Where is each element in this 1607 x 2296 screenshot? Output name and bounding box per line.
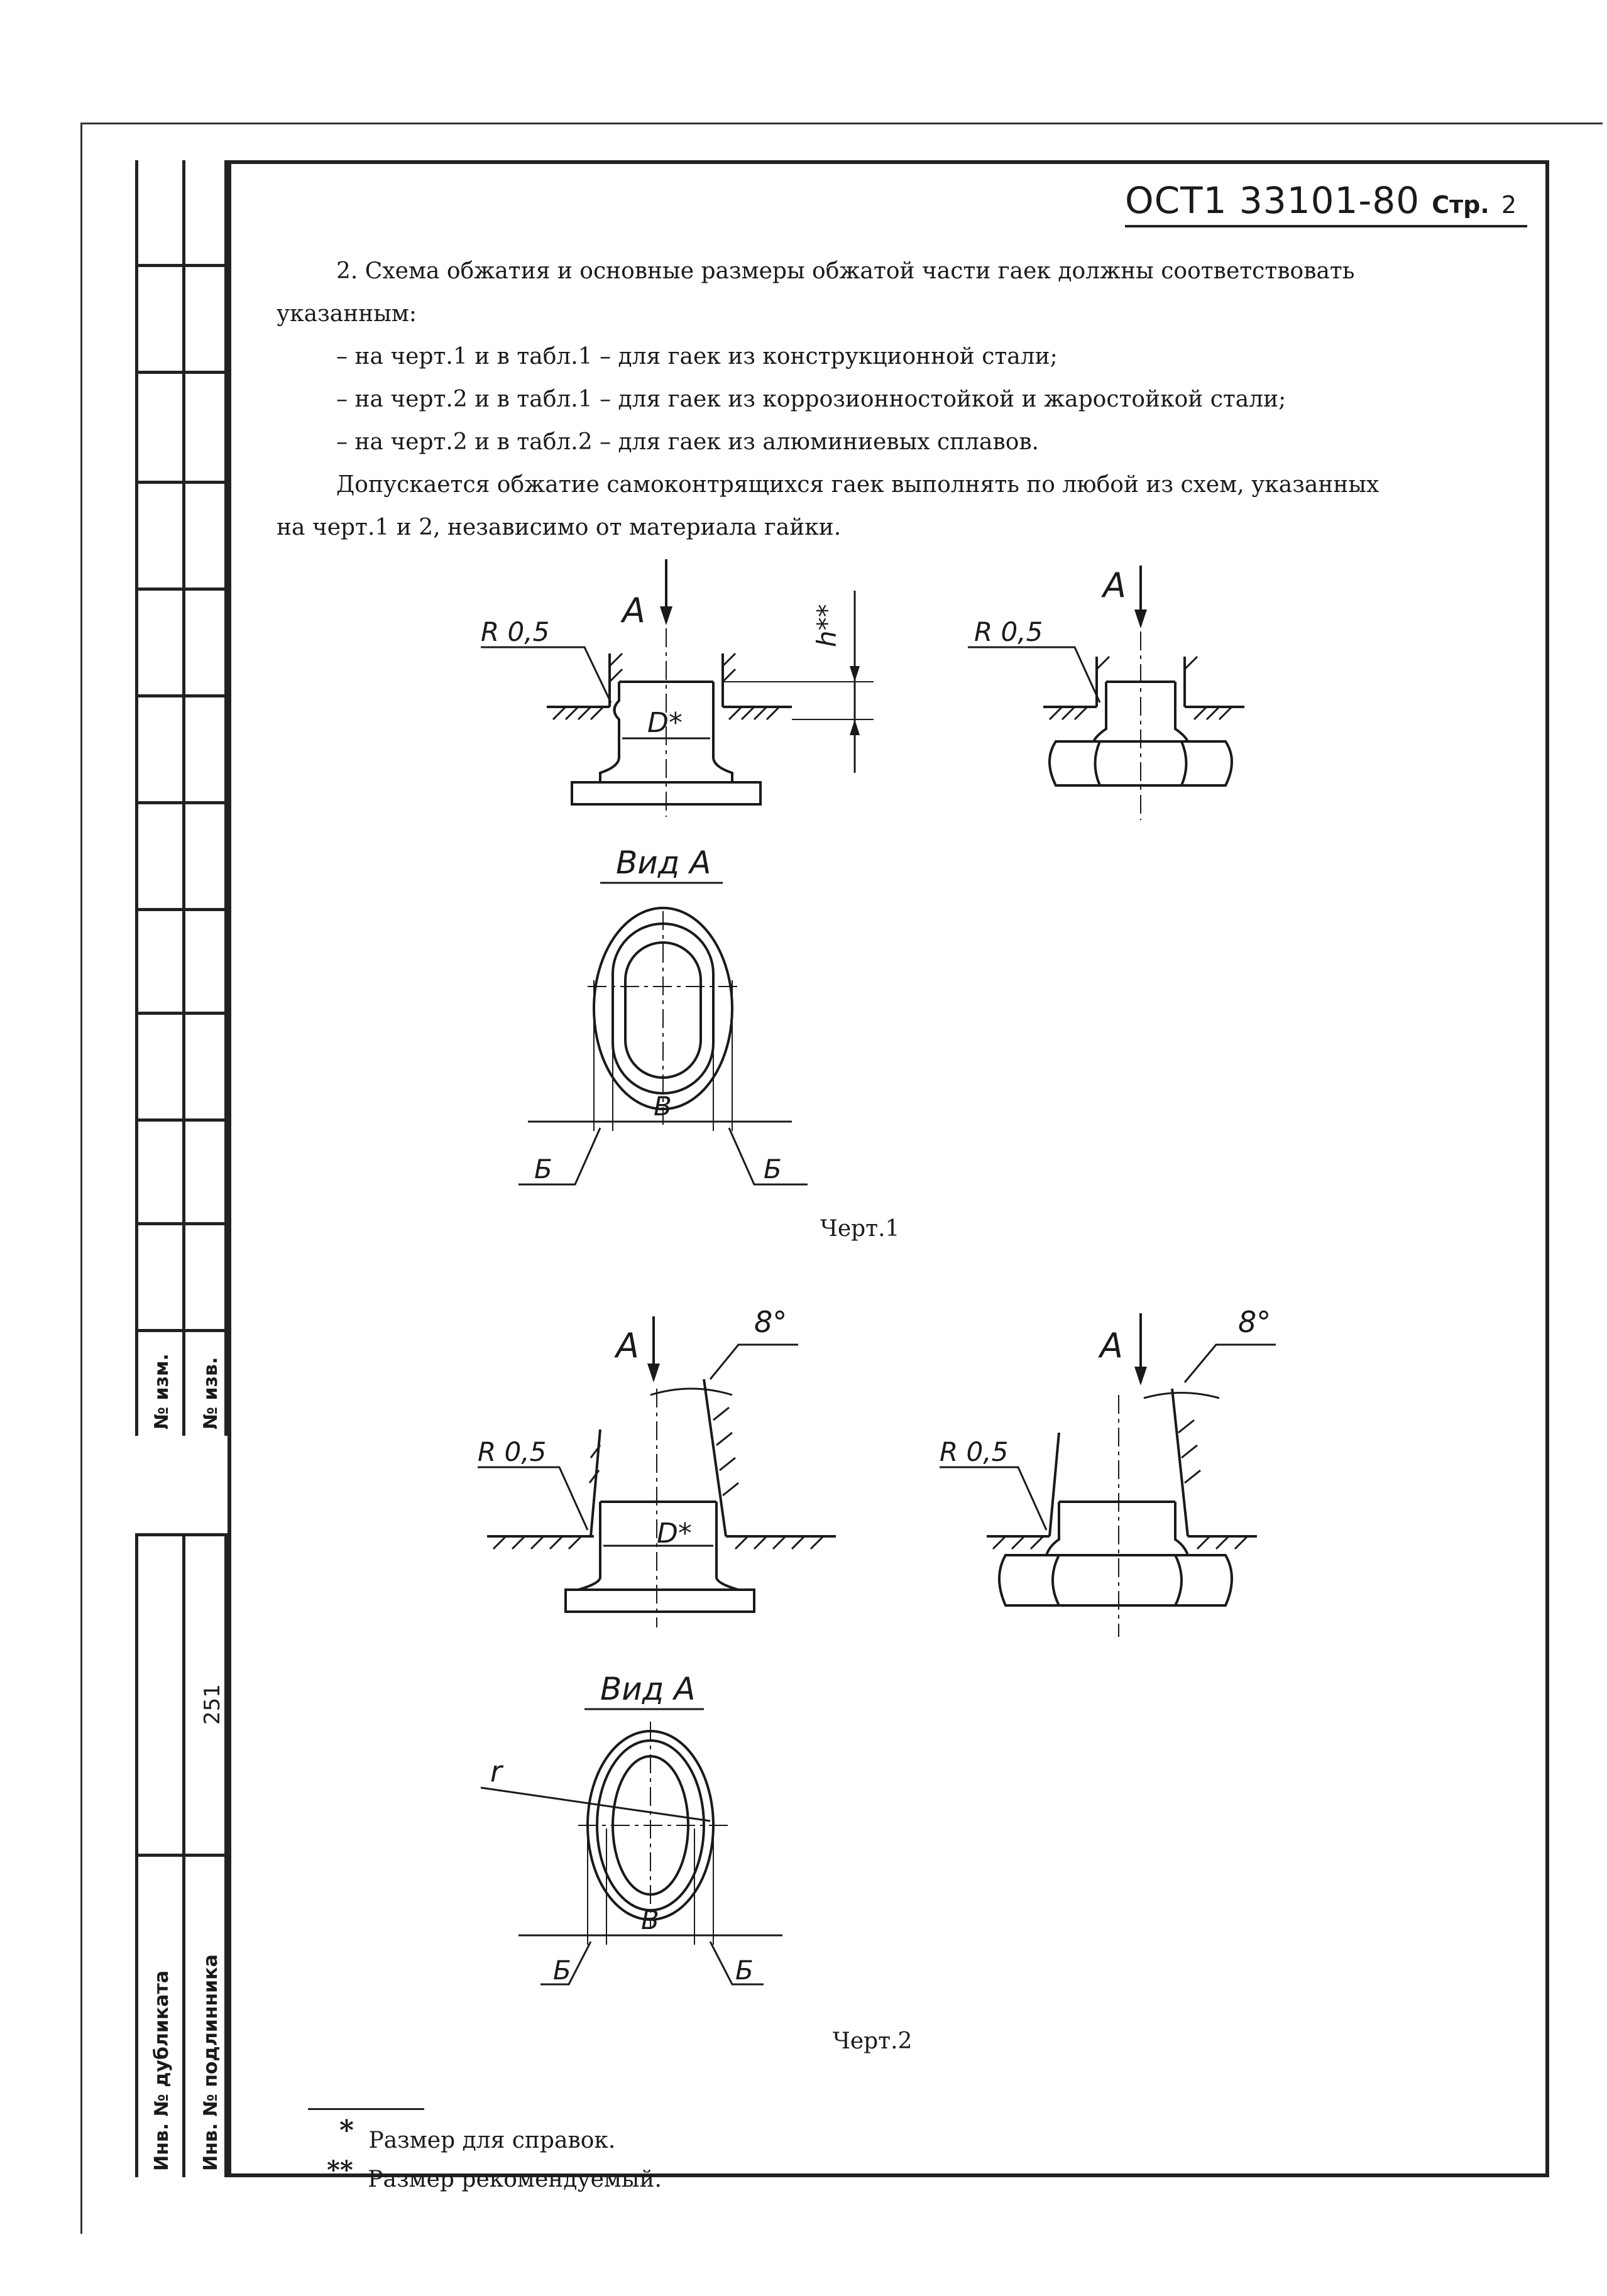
list-item-1: – на черт.1 и в табл.1 – для гаек из конструкционной стали; bbox=[336, 344, 1058, 369]
side-label-right: Б bbox=[764, 1154, 782, 1184]
angle-arc bbox=[650, 1389, 732, 1395]
notice-number-label: № изв. bbox=[200, 1357, 222, 1430]
intro-line-1: 2. Схема обжатия и основные размеры обжатой части гаек должны соответствовать bbox=[336, 258, 1355, 284]
note-line-2: на черт.1 и 2, независимо от материала гайки. bbox=[277, 515, 842, 540]
side-row-line bbox=[135, 1118, 228, 1122]
change-number-label: № изм. bbox=[151, 1353, 173, 1430]
arrow-a-label-2: А bbox=[1100, 1326, 1123, 1365]
width-label: В bbox=[641, 1905, 659, 1935]
side-stamp-col-1 bbox=[135, 160, 185, 1436]
drawing-2 bbox=[465, 1294, 1295, 2011]
footnote-1 bbox=[339, 2114, 615, 2153]
wall-line bbox=[591, 1430, 600, 1536]
footnote-mark-2: ** bbox=[327, 2155, 353, 2185]
arrow-head-icon bbox=[1134, 1367, 1147, 1386]
list-item-2: – на черт.2 и в табл.1 – для гаек из коррозионностойкой и жаростойкой стали; bbox=[336, 386, 1286, 412]
radius-leader bbox=[968, 647, 1100, 702]
angle-arc bbox=[1144, 1393, 1219, 1399]
footnote-mark-1: * bbox=[339, 2114, 354, 2146]
side-label-left: Б bbox=[553, 1955, 571, 1986]
arrow-head-icon bbox=[850, 666, 860, 682]
angle-label: 8° bbox=[754, 1305, 787, 1339]
small-radius-leader bbox=[481, 1788, 710, 1821]
drawing-1 bbox=[465, 540, 1295, 1263]
angle-label-2: 8° bbox=[1238, 1305, 1271, 1339]
side-row-line bbox=[135, 264, 228, 267]
page-label: Стр. bbox=[1432, 191, 1489, 219]
view-a-title: Вид А bbox=[600, 1671, 696, 1707]
intro-line-2: указанным: bbox=[277, 301, 417, 327]
hex-nut-body bbox=[999, 1555, 1232, 1605]
list-item-3: – на черт.2 и в табл.2 – для гаек из алюминиевых сплавов. bbox=[336, 429, 1039, 455]
side-row-line bbox=[135, 1012, 228, 1015]
radius-label-2: R 0,5 bbox=[974, 616, 1043, 647]
side-stamp-col-2 bbox=[185, 160, 228, 1436]
arrow-a-label: А bbox=[622, 591, 645, 630]
radius-leader bbox=[481, 647, 611, 702]
footnote-text-2: Размер рекомендуемый. bbox=[368, 2167, 662, 2192]
side-row-line bbox=[135, 694, 228, 697]
small-radius-label: r bbox=[490, 1754, 502, 1788]
footnote-text-1: Размер для справок. bbox=[368, 2128, 616, 2153]
side-leader bbox=[518, 1128, 600, 1184]
note-line-1: Допускается обжатие самоконтрящихся гаек выполнять по любой из схем, указанных bbox=[336, 472, 1379, 498]
nut-flange bbox=[566, 1590, 754, 1612]
outer-frame-top bbox=[82, 123, 1603, 124]
duplicate-inventory-label: Инв. № дубликата bbox=[151, 1970, 173, 2171]
document-header bbox=[1125, 179, 1517, 222]
header-underline bbox=[1125, 225, 1527, 227]
hex-nut-facets bbox=[1053, 1555, 1182, 1605]
radius-leader bbox=[478, 1467, 588, 1530]
diameter-label: D* bbox=[647, 707, 683, 739]
arrow-head-icon bbox=[1134, 610, 1147, 628]
footnote-2 bbox=[327, 2155, 662, 2192]
side-label-left: Б bbox=[534, 1154, 552, 1184]
radius-label-2: R 0,5 bbox=[940, 1436, 1009, 1467]
side-row-line bbox=[135, 588, 228, 591]
radius-label: R 0,5 bbox=[478, 1436, 547, 1467]
side-label-right: Б bbox=[735, 1955, 754, 1986]
height-label: h** bbox=[811, 604, 842, 647]
arrow-head-icon bbox=[660, 606, 672, 625]
original-inventory-label: Инв. № подлинника bbox=[200, 1954, 222, 2171]
nut-right-contour bbox=[716, 1502, 738, 1590]
arrow-a-label: А bbox=[616, 1326, 639, 1365]
side-row-line bbox=[135, 801, 228, 804]
drawing-2-caption: Черт.2 bbox=[833, 2028, 913, 2054]
radius-leader bbox=[940, 1467, 1046, 1530]
wall-line bbox=[1050, 1433, 1059, 1536]
arrow-head-icon bbox=[850, 719, 860, 735]
side-row-line bbox=[135, 1329, 228, 1332]
drawing-1-caption: Черт.1 bbox=[820, 1216, 900, 1242]
page-number: 2 bbox=[1501, 191, 1517, 219]
arrow-head-icon bbox=[647, 1364, 660, 1382]
side-row-line bbox=[135, 1854, 228, 1857]
radius-label: R 0,5 bbox=[481, 616, 550, 647]
view-a-title: Вид А bbox=[616, 845, 711, 881]
angle-leader bbox=[1185, 1345, 1276, 1382]
tapered-wall-line bbox=[704, 1379, 726, 1536]
diameter-label: D* bbox=[657, 1517, 692, 1550]
hatching bbox=[993, 1420, 1248, 1549]
arrow-a-label-2: А bbox=[1103, 566, 1126, 605]
standard-code: ОСТ1 33101-80 bbox=[1125, 179, 1420, 222]
angle-leader bbox=[710, 1345, 798, 1379]
width-label: В bbox=[654, 1091, 672, 1122]
footnote-separator bbox=[308, 2108, 424, 2110]
side-row-line bbox=[135, 1222, 228, 1225]
outer-frame-left bbox=[80, 123, 82, 2234]
side-row-line bbox=[135, 371, 228, 374]
sheet-number: 251 bbox=[200, 1684, 225, 1725]
side-row-line bbox=[135, 908, 228, 911]
side-row-line bbox=[135, 481, 228, 484]
